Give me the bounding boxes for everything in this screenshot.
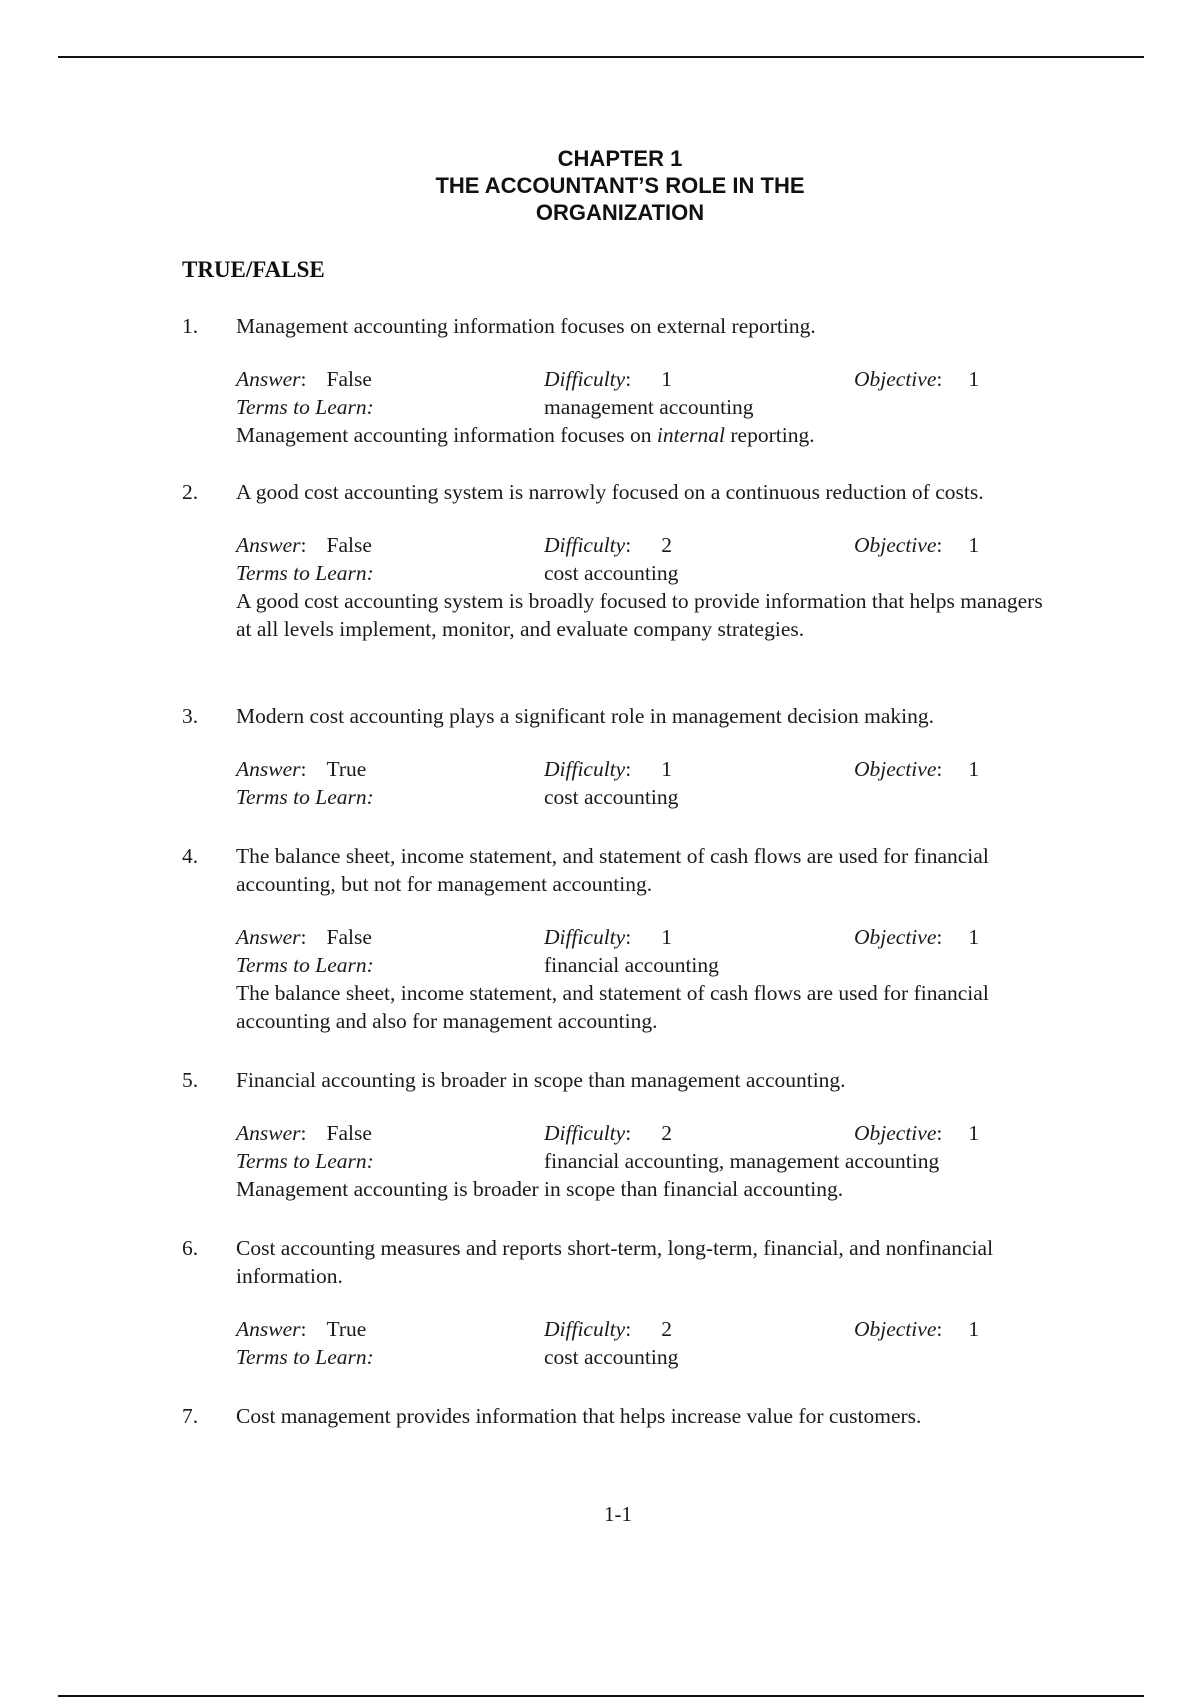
question-number: 2.: [182, 480, 199, 504]
question-7: [182, 1402, 1062, 1430]
objective-label: Objective: [854, 367, 937, 391]
chapter-heading: [0, 145, 1200, 226]
difficulty-label: Difficulty: [544, 757, 626, 781]
difficulty-label: Difficulty: [544, 925, 626, 949]
explanation: The balance sheet, income statement, and statement of cash flows are used for financial accounting and also for management accounting.: [236, 981, 989, 1033]
terms-value: financial accounting: [544, 953, 719, 977]
answer-value: False: [326, 925, 372, 949]
difficulty-label: Difficulty: [544, 1317, 626, 1341]
answer-label: Answer: [236, 757, 301, 781]
difficulty-value: 2: [661, 533, 672, 557]
terms-label: Terms to Learn:: [236, 785, 374, 809]
answer-value: False: [326, 367, 372, 391]
question-text: Modern cost accounting plays a significant role in management decision making.: [236, 704, 934, 728]
difficulty-value: 1: [661, 757, 672, 781]
question-2: [182, 478, 1062, 643]
bottom-rule: [58, 1695, 1144, 1697]
question-4: [182, 842, 1062, 1035]
objective-value: 1: [968, 367, 980, 391]
question-number: 3.: [182, 704, 199, 728]
objective-value: 1: [968, 1121, 980, 1145]
question-3: [182, 702, 1062, 811]
terms-value: financial accounting, management accounting: [544, 1149, 940, 1173]
question-number: 5.: [182, 1068, 199, 1092]
difficulty-value: 1: [661, 925, 672, 949]
answer-block: Answer: True Difficulty: 1 Objective: 1 Terms to Learn: cost accounting: [236, 757, 980, 809]
terms-label: Terms to Learn:: [236, 561, 374, 585]
terms-label: Terms to Learn:: [236, 395, 374, 419]
answer-value: False: [326, 1121, 372, 1145]
section-heading: TRUE/FALSE: [182, 257, 325, 282]
answer-block: Answer: False Difficulty: 2 Objective: 1 Terms to Learn: cost accounting A good cost accounting system is broadly focused to provide information that helps managers at all levels implement, monitor, and evaluate company strategies.: [236, 531, 1062, 643]
page-number: 1-1: [604, 1502, 632, 1526]
question-text: A good cost accounting system is narrowly focused on a continuous reduction of costs.: [236, 480, 984, 504]
difficulty-value: 2: [661, 1317, 672, 1341]
chapter-title-line-2: ORGANIZATION: [535, 200, 705, 225]
difficulty-label: Difficulty: [544, 1121, 626, 1145]
answer-value: False: [326, 533, 372, 557]
question-5: [182, 1066, 1062, 1203]
question-number: 4.: [182, 844, 199, 868]
question-number: 1.: [182, 314, 199, 338]
answer-value: True: [326, 757, 367, 781]
question-1: [182, 312, 1062, 449]
objective-label: Objective: [854, 757, 937, 781]
answer-label: Answer: [236, 1317, 301, 1341]
answer-block: Answer: False Difficulty: 2 Objective: 1 Terms to Learn: financial accounting, management accounting Management accounting is broader in scope than financial accounting.: [236, 1119, 1062, 1203]
answer-label: Answer: [236, 533, 301, 557]
terms-value: cost accounting: [544, 561, 679, 585]
explanation: Management accounting information focuses on internal reporting.: [236, 423, 815, 447]
difficulty-label: Difficulty: [544, 533, 626, 557]
explanation: Management accounting is broader in scope than financial accounting.: [236, 1177, 844, 1201]
terms-label: Terms to Learn:: [236, 1149, 374, 1173]
objective-label: Objective: [854, 533, 937, 557]
difficulty-value: 2: [661, 1121, 672, 1145]
objective-value: 1: [968, 757, 980, 781]
top-rule: [58, 56, 1144, 58]
question-text: Financial accounting is broader in scope than management accounting.: [236, 1068, 846, 1092]
question-number: 7.: [182, 1404, 199, 1428]
answer-label: Answer: [236, 1121, 301, 1145]
difficulty-label: Difficulty: [544, 367, 626, 391]
question-text: Cost accounting measures and reports short-term, long-term, financial, and nonfinancial information.: [236, 1236, 994, 1288]
difficulty-value: 1: [661, 367, 672, 391]
answer-block: Answer: False Difficulty: 1 Objective: 1 Terms to Learn: management accounting Management accounting information focuses on internal reporting.: [236, 365, 1062, 449]
terms-label: Terms to Learn:: [236, 1345, 374, 1369]
question-text: Management accounting information focuses on external reporting.: [236, 314, 816, 338]
objective-value: 1: [968, 533, 980, 557]
chapter-number: CHAPTER 1: [557, 146, 683, 171]
answer-label: Answer: [236, 367, 301, 391]
chapter-title-line-1: THE ACCOUNTANT’S ROLE IN THE: [435, 173, 805, 198]
answer-label: Answer: [236, 925, 301, 949]
answer-value: True: [326, 1317, 367, 1341]
terms-label: Terms to Learn:: [236, 953, 374, 977]
explanation: A good cost accounting system is broadly focused to provide information that helps managers at all levels implement, monitor, and evaluate company strategies.: [236, 589, 1043, 641]
question-text: The balance sheet, income statement, and statement of cash flows are used for financial accounting, but not for management accounting.: [236, 844, 989, 896]
objective-label: Objective: [854, 1121, 937, 1145]
question-6: [182, 1234, 1062, 1371]
answer-block: Answer: True Difficulty: 2 Objective: 1 Terms to Learn: cost accounting: [236, 1317, 980, 1369]
terms-value: cost accounting: [544, 785, 679, 809]
question-number: 6.: [182, 1236, 199, 1260]
objective-label: Objective: [854, 1317, 937, 1341]
answer-block: Answer: False Difficulty: 1 Objective: 1 Terms to Learn: financial accounting The balance sheet, income statement, and statement of cash flows are used for financial accounting and also for management accounting.: [236, 923, 1062, 1035]
question-text: Cost management provides information that helps increase value for customers.: [236, 1404, 922, 1428]
terms-value: cost accounting: [544, 1345, 679, 1369]
objective-label: Objective: [854, 925, 937, 949]
objective-value: 1: [968, 925, 980, 949]
objective-value: 1: [968, 1317, 980, 1341]
terms-value: management accounting: [544, 395, 754, 419]
